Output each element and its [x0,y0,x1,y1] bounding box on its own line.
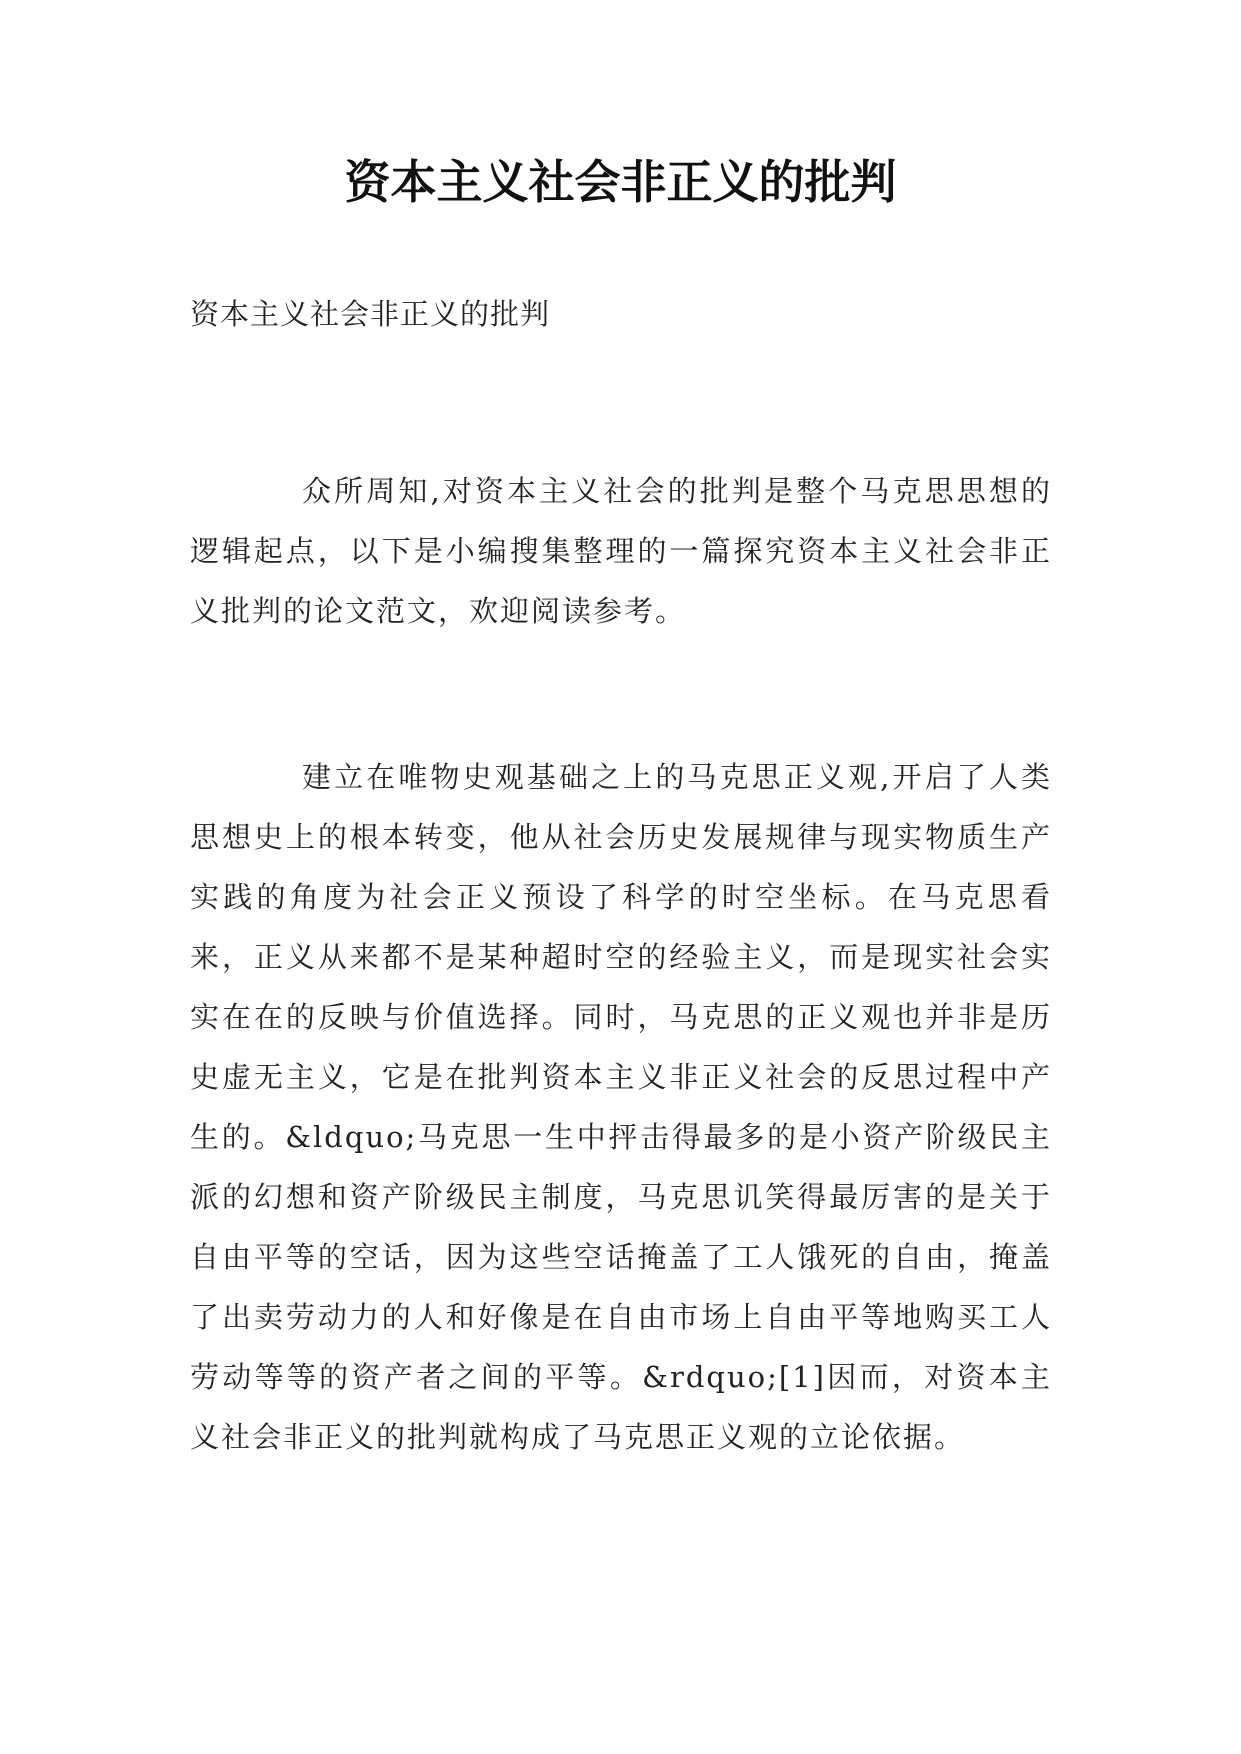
document-title: 资本主义社会非正义的批判 [344,155,897,209]
body-paragraph: 建立在唯物史观基础之上的马克思正义观,开启了人类思想史上的根本转变，他从社会历史发展规律与现实物质生产实践的角度为社会正义预设了科学的时空坐标。在马克思看来，正义从来都不是某种超时空的经验主义，而是现实社会实实在在的反映与价值选择。同时，马克思的正义观也并非是历史虚无主义，它是在批判资本主义非正义社会的反思过程中产生的。&ldquo;马克思一生中抨击得最多的是小资产阶级民主派的幻想和资产阶级民主制度，马克思讥笑得最厉害的是关于自由平等的空话，因为这些空话掩盖了工人饿死的自由，掩盖了出卖劳动力的人和好像是在自由市场上自由平等地购买工人劳动等等的资产者之间的平等。&rdquo;[1]因而，对资本主义社会非正义的批判就构成了马克思正义观的立论依据。 [190,760,1052,1454]
body-paragraph: 众所周知,对资本主义社会的批判是整个马克思思想的逻辑起点，以下是小编搜集整理的一篇探究资本主义社会非正义批判的论文范文，欢迎阅读参考。 [190,474,1052,628]
document-subtitle: 资本主义社会非正义的批判 [190,297,551,331]
